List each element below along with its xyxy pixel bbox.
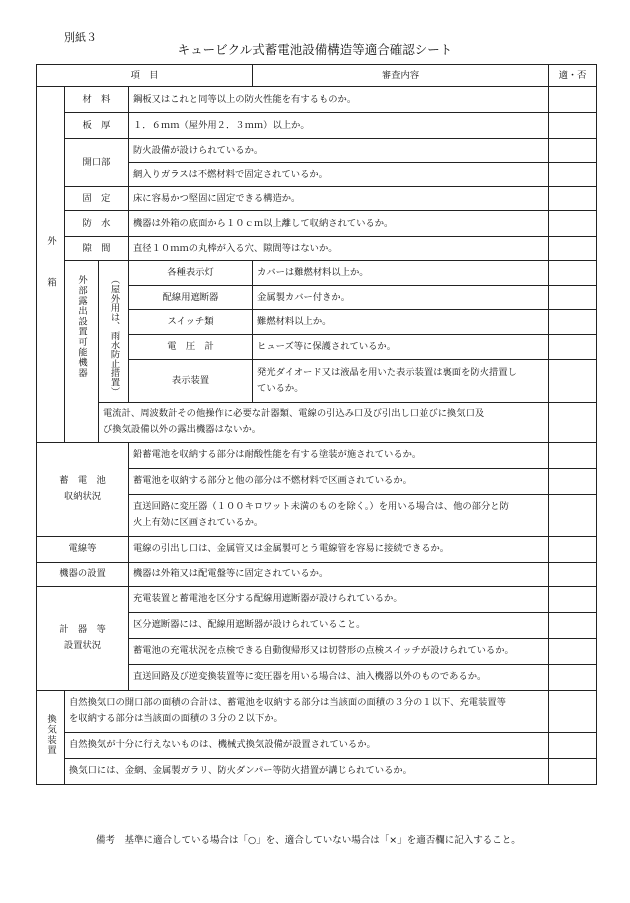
remarks-note: 備考 基準に適合している場合は「○」を、適合していない場合は「×」を適否欄に記入すること。 [96,835,521,846]
table-row [37,139,597,163]
exposed-label: 外部露出設置可能機器 [65,261,99,443]
judgment-cell[interactable] [549,87,597,113]
outer-box-label: 外 箱 [37,87,65,443]
table-row [37,690,597,732]
table-row [37,211,597,237]
judgment-cell[interactable] [549,638,597,664]
storage-label: 蓄 電 池 収納状況 [37,442,129,536]
fixing-text: 床に容易かつ堅固に固定できる構造か。 [129,187,549,211]
judgment-cell[interactable] [549,139,597,163]
ventilation-text-3: 換気口には、金網、金属製ガラリ、防火ダンパー等防火措置が講じられているか。 [65,758,549,784]
table-row [37,732,597,758]
judgment-cell[interactable] [549,442,597,468]
wiring-label: 電線等 [37,536,129,562]
device-check: 発光ダイオード又は液晶を用いた表示装置は裏面を防火措置し ているか。 [253,359,549,402]
device-check: 難燃材料以上か。 [253,310,549,335]
wiring-text: 電線の引出し口は、金属管又は金属製可とう電線管を容易に接続できるか。 [129,536,549,562]
judgment-cell[interactable] [549,536,597,562]
device-name: 各種表示灯 [129,261,253,286]
header-judgment: 適・否 [549,65,597,87]
waterproof-label: 防 水 [65,211,129,237]
judgment-cell[interactable] [549,612,597,638]
storage-text-1: 鉛蓄電池を収納する部分は耐酸性能を有する塗装が施されているか。 [129,442,549,468]
table-row [37,562,597,586]
opening-label: 開口部 [65,139,129,187]
opening-text-1: 防火設備が設けられているか。 [129,139,549,163]
table-row [37,758,597,784]
material-text: 鋼板又はこれと同等以上の防火性能を有するものか。 [129,87,549,113]
gap-label: 隙 間 [65,237,129,261]
judgment-cell[interactable] [549,359,597,402]
header-item: 項 目 [37,65,253,87]
device-name: 配線用遮断器 [129,285,253,310]
ventilation-text-1: 自然換気口の開口部の面積の合計は、蓄電池を収納する部分は当該面の面積の３分の１以下、充電装置等 を収納する部分は当該面の面積の３分の２以下か。 [65,690,549,732]
judgment-cell[interactable] [549,732,597,758]
thickness-text: １．６ｍｍ（屋外用２．３ｍｍ）以上か。 [129,113,549,139]
judgment-cell[interactable] [549,113,597,139]
device-check: カバーは難燃材料以上か。 [253,261,549,286]
judgment-cell[interactable] [549,310,597,335]
check-table [36,64,597,785]
table-row [37,187,597,211]
meters-text-2: 区分遮断器には、配線用遮断器が設けられていること。 [129,612,549,638]
waterproof-text: 機器は外箱の底面から１０ｃｍ以上離して収納されているか。 [129,211,549,237]
judgment-cell[interactable] [549,402,597,442]
storage-text-2: 蓄電池を収納する部分と他の部分は不燃材料で区画されているか。 [129,468,549,494]
gap-text: 直径１０ｍｍの丸棒が入る穴、隙間等はないか。 [129,237,549,261]
meters-text-3: 蓄電池の充電状況を点検できる自動復帰形又は切替形の点検スイッチが設けられているか。 [129,638,549,664]
judgment-cell[interactable] [549,261,597,286]
judgment-cell[interactable] [549,586,597,612]
header-content: 審査内容 [253,65,549,87]
document-title: キュービクル式蓄電池設備構造等適合確認シート [177,42,453,57]
meters-text-4: 直送回路及び逆変換装置等に変圧器を用いる場合は、油入機器以外のものであるか。 [129,664,549,690]
storage-text-3: 直送回路に変圧器（１００キロワット未満のものを除く。）を用いる場合は、他の部分と防 火上有効に区画されているか。 [129,494,549,536]
table-row [37,442,597,468]
judgment-cell[interactable] [549,187,597,211]
judgment-cell[interactable] [549,237,597,261]
exposed-sublabel: （屋外用は、雨水防止措置） [99,261,129,403]
material-label: 材 料 [65,87,129,113]
judgment-cell[interactable] [549,285,597,310]
judgment-cell[interactable] [549,562,597,586]
judgment-cell[interactable] [549,163,597,187]
ventilation-label: 換気装置 [37,690,65,784]
fixing-label: 固 定 [65,187,129,211]
device-check: ヒューズ等に保護されているか。 [253,335,549,360]
judgment-cell[interactable] [549,690,597,732]
judgment-cell[interactable] [549,211,597,237]
device-name: スイッチ類 [129,310,253,335]
judgment-cell[interactable] [549,335,597,360]
table-row [37,586,597,612]
judgment-cell[interactable] [549,494,597,536]
table-row [37,402,597,422]
device-check: 金属製カバー付きか。 [253,285,549,310]
attachment-label: 別紙３ [64,31,97,44]
device-name: 表示装置 [129,359,253,402]
judgment-cell[interactable] [549,664,597,690]
judgment-cell[interactable] [549,468,597,494]
meters-label: 計 器 等 設置状況 [37,586,129,690]
exposed-other-text: 電流計、周波数計その他操作に必要な計器類、電線の引込み口及び引出し口並びに換気口及 び換気設備以外の露出機器はないか。 [99,402,549,442]
table-row [37,113,597,139]
table-row [37,261,597,286]
equipment-text: 機器は外箱又は配電盤等に固定されているか。 [129,562,549,586]
header-row [37,65,597,87]
judgment-cell[interactable] [549,758,597,784]
opening-text-2: 網入りガラスは不燃材料で固定されているか。 [129,163,549,187]
ventilation-text-2: 自然換気が十分に行えないものは、機械式換気設備が設置されているか。 [65,732,549,758]
meters-text-1: 充電装置と蓄電池を区分する配線用遮断器が設けられているか。 [129,586,549,612]
table-row [37,237,597,261]
table-row [37,87,597,113]
thickness-label: 板 厚 [65,113,129,139]
table-row [37,536,597,562]
device-name: 電 圧 計 [129,335,253,360]
equipment-label: 機器の設置 [37,562,129,586]
